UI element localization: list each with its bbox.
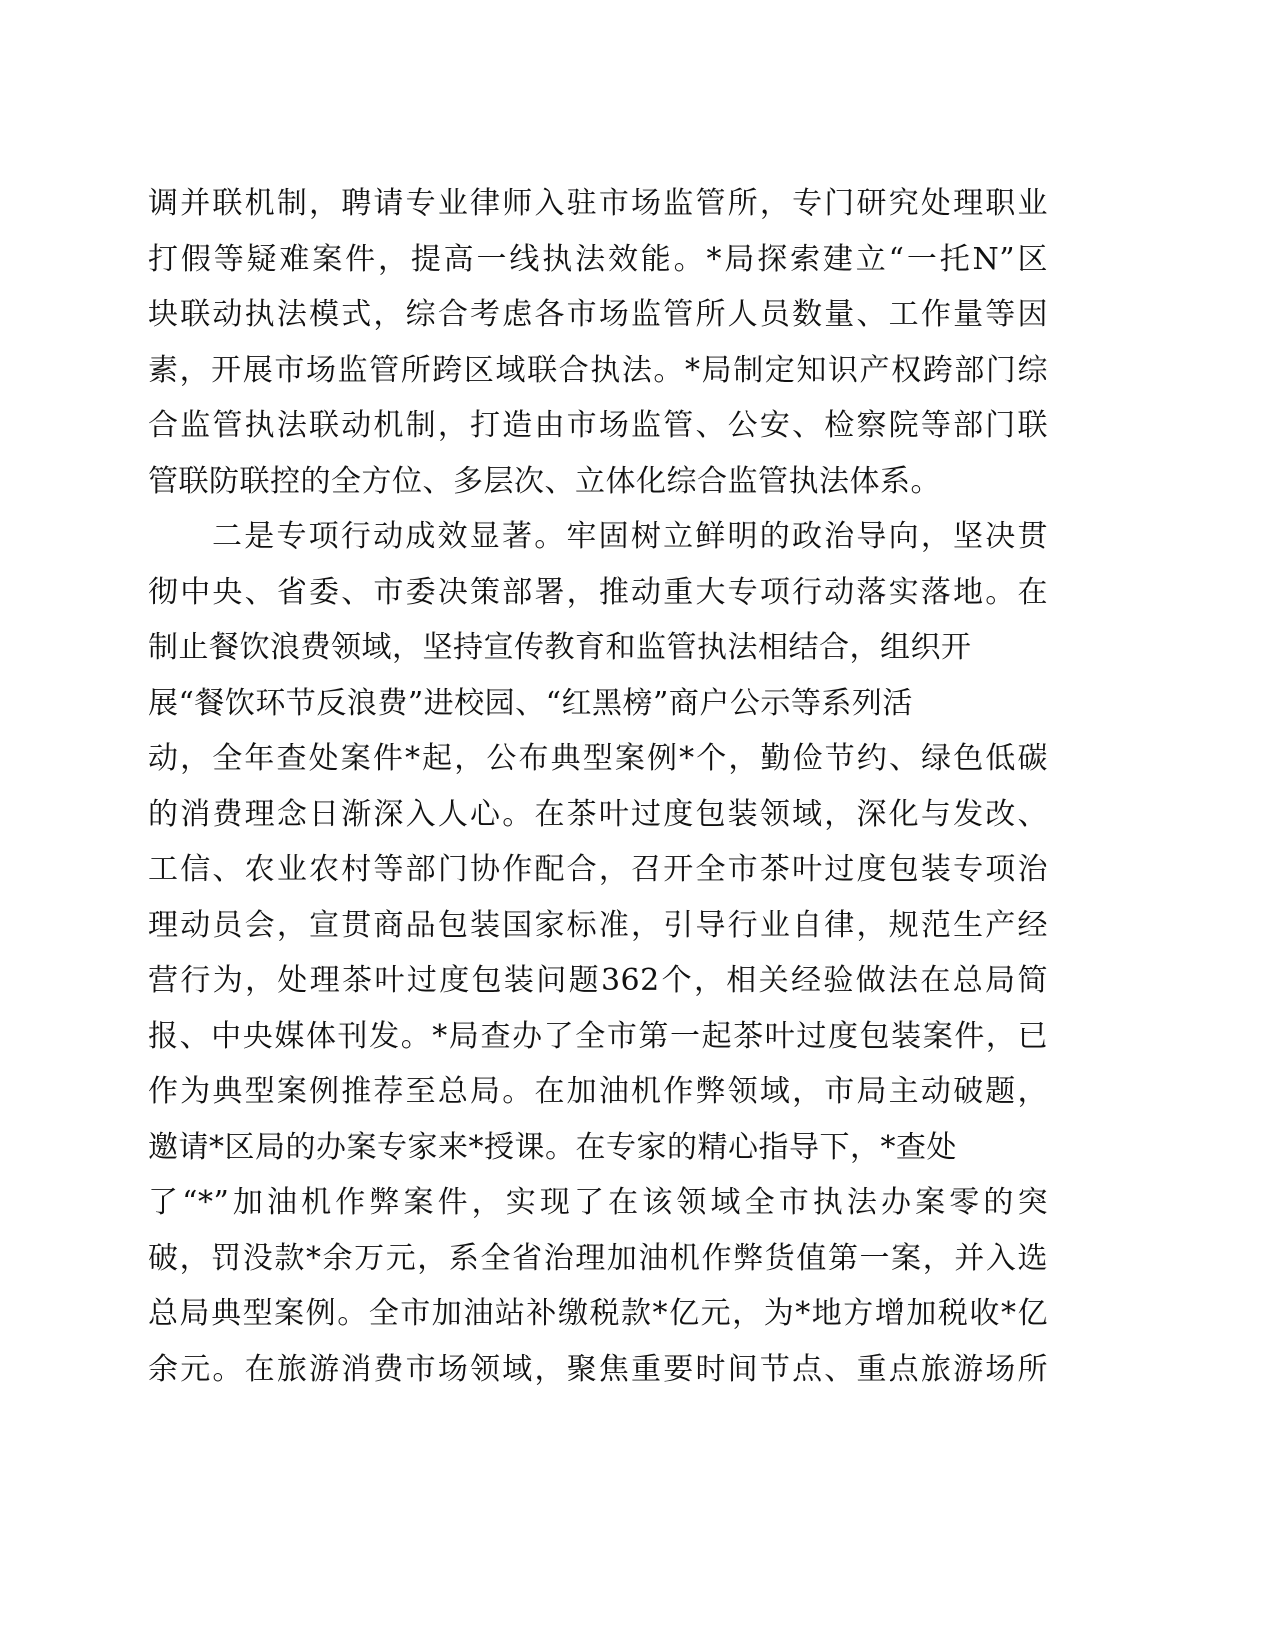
text-line: 管联防联控的全方位、多层次、立体化综合监管执法体系。 <box>148 463 941 499</box>
paragraph-start-line: 二是专项行动成效显著。牢固树立鲜明的政治导向，坚决贯 <box>212 519 1048 554</box>
text-line: 动，全年查处案件*起，公布典型案例*个，勤俭节约、绿色低碳 <box>148 741 1048 776</box>
text-line: 工信、农业农村等部门协作配合，召开全市茶叶过度包装专项治 <box>148 852 1048 887</box>
text-line: 素，开展市场监管所跨区域联合执法。*局制定知识产权跨部门综 <box>148 352 1048 388</box>
text-line: 报、中央媒体刊发。*局查办了全市第一起茶叶过度包装案件，已 <box>148 1018 1048 1054</box>
text-line: 制止餐饮浪费领域，坚持宣传教育和监管执法相结合，组织开 <box>148 630 972 665</box>
text-line: 邀请*区局的办案专家来*授课。在专家的精心指导下，*查处 <box>148 1129 957 1165</box>
body-text <box>148 176 1048 1397</box>
text-line: 彻中央、省委、市委决策部署，推动重大专项行动落实落地。在 <box>148 574 1048 610</box>
text-line: 破，罚没款*余万元，系全省治理加油机作弊货值第一案，并入选 <box>148 1240 1048 1276</box>
text-line: 总局典型案例。全市加油站补缴税款*亿元，为*地方增加税收*亿 <box>148 1296 1048 1331</box>
text-line: 余元。在旅游消费市场领域，聚焦重要时间节点、重点旅游场所 <box>148 1351 1048 1387</box>
text-line: 调并联机制，聘请专业律师入驻市场监管所，专门研究处理职业 <box>148 186 1048 221</box>
text-line: 理动员会，宣贯商品包装国家标准，引导行业自律，规范生产经 <box>148 907 1048 943</box>
text-line: 了“*”加油机作弊案件，实现了在该领域全市执法办案零的突 <box>148 1185 1048 1220</box>
text-line: 的消费理念日渐深入人心。在茶叶过度包装领域，深化与发改、 <box>148 796 1048 832</box>
text-line: 展“餐饮环节反浪费”进校园、“红黑榜”商户公示等系列活 <box>148 685 913 721</box>
text-line: 作为典型案例推荐至总局。在加油机作弊领域，市局主动破题， <box>148 1074 1048 1109</box>
text-line: 合监管执法联动机制，打造由市场监管、公安、检察院等部门联 <box>148 408 1048 443</box>
text-line: 打假等疑难案件，提高一线执法效能。*局探索建立“一托N”区 <box>148 241 1048 277</box>
text-line: 块联动执法模式，综合考虑各市场监管所人员数量、工作量等因 <box>148 297 1048 332</box>
text-line: 营行为，处理茶叶过度包装问题362个，相关经验做法在总局简 <box>148 963 1048 998</box>
